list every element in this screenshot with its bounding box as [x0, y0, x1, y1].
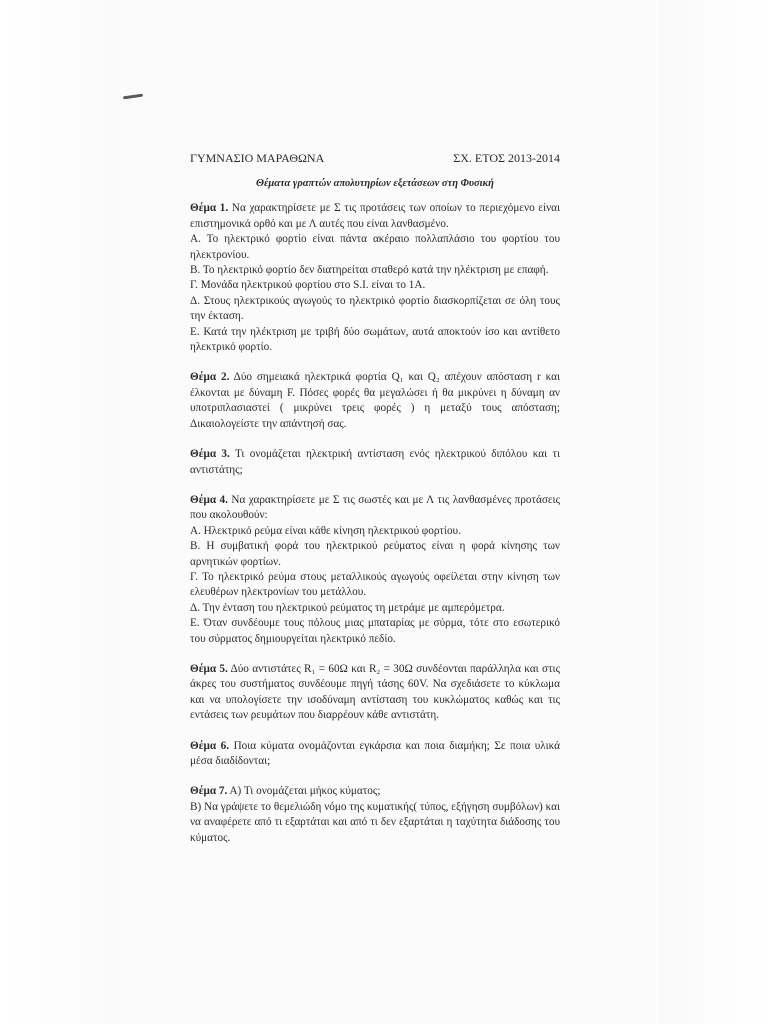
binder-mark — [123, 94, 143, 100]
topic-label: Θέμα 6. — [190, 739, 230, 752]
topic-item: Ε. Κατά την ηλέκτριση με τριβή δύο σωμάτων, αυτά αποκτούν ίσο και αντίθετο ηλεκτρικό φορτίο. — [190, 325, 560, 354]
topic-item: Δ. Στους ηλεκτρικούς αγωγούς το ηλεκτρικό φορτίο διασκορπίζεται σε όλη τους την έκταση. — [190, 294, 560, 323]
topic-item: Γ. Το ηλεκτρικό ρεύμα στους μεταλλικούς αγωγούς οφείλεται στην κίνηση των ελευθέρων ηλεκτρονίων του μετάλλου. — [190, 570, 560, 599]
topic-label: Θέμα 1. — [190, 202, 229, 215]
topic-item: Α. Το ηλεκτρικό φορτίο είναι πάντα ακέραιο πολλαπλάσιο του φορτίου του ηλεκτρονίου. — [190, 233, 560, 261]
topic-item: Δ. Την ένταση του ηλεκτρικού ρεύματος τη μετράμε με αμπερόμετρα. — [190, 601, 505, 614]
topic-label: Θέμα 5. — [190, 662, 228, 675]
topic-label: Θέμα 2. — [190, 371, 230, 384]
topic-item: Β) Να γράψετε το θεμελιώδη νόμο της κυματικής( τύπος, εξήγηση συμβόλων) και να αναφέρετε από τι εξαρτάται και από τι δεν εξαρτάται η ταχύτητα διάδοσης του κύματος. — [190, 800, 560, 844]
topic-question — [190, 493, 560, 524]
topic-item: Β. Το ηλεκτρικό φορτίο δεν διατηρείται σταθερό κατά την ηλέκτριση με επαφή. — [190, 264, 549, 277]
exam-document — [190, 150, 560, 861]
topic-item: Α. Ηλεκτρικό ρεύμα είναι κάθε κίνηση ηλεκτρικού φορτίου. — [190, 524, 461, 537]
topic-question — [190, 447, 560, 478]
topic-text: Τι ονομάζεται ηλεκτρική αντίσταση ενός ηλεκτρικού διπόλου και τι αντιστάτης; — [190, 448, 560, 476]
topic-block — [190, 370, 560, 432]
scan-right-margin — [658, 0, 768, 1024]
topic-question — [190, 739, 560, 770]
topic-label: Θέμα 3. — [190, 448, 230, 461]
topic-question — [190, 370, 560, 432]
topic-item: Ε. Όταν συνδέουμε τους πόλους μιας μπαταρίας με σύρμα, τότε στο εσωτερικό του σύρματος δημιουργείται ηλεκτρικό πεδίο. — [190, 617, 560, 645]
topic-block — [190, 662, 560, 724]
topic-label: Θέμα 7. — [190, 785, 228, 798]
topic-text: Να χαρακτηρίσετε με Σ τις σωστές και με Λ τις λανθασμένες προτάσεις που ακολουθούν: — [190, 493, 560, 522]
topic-item: Β. Η συμβατική φορά του ηλεκτρικού ρεύματος είναι η φορά κίνησης των αρνητικών φορτίων. — [190, 540, 560, 568]
topic-item: Γ. Μονάδα ηλεκτρικού φορτίου στο S.I. είναι το 1A. — [190, 279, 426, 292]
school-name: ΓΥΜΝΑΣΙΟ ΜΑΡΑΘΩΝΑ — [190, 151, 325, 165]
topic-text: Δύο σημειακά ηλεκτρικά φορτία Q₁ και Q₂ απέχουν απόσταση r και έλκονται με δύναμη F. Πόσες φορές θα μεγαλώσει ή θα μικρύνει η δύναμη αν υποτριπλασιαστεί ( μικρύνει τρεις φορές ) η μεταξύ τους απόσταση; Δικαιολογείστε την απάντησή σας. — [190, 371, 560, 430]
exam-title: Θέματα γραπτών απολυτηρίων εξετάσεων στη Φυσική — [256, 178, 494, 189]
topic-label: Θέμα 4. — [190, 493, 228, 506]
topic-question — [190, 784, 560, 799]
topic-text: Ποια κύματα ονομάζονται εγκάρσια και ποια διαμήκη; Σε ποια υλικά μέσα διαδίδονται; — [190, 739, 561, 767]
school-year: ΣΧ. ΕΤΟΣ 2013-2014 — [453, 151, 560, 165]
topic-text: Α) Τι ονομάζεται μήκος κύματος; — [229, 785, 381, 798]
topic-question — [190, 201, 560, 232]
topic-text: Να χαρακτηρίσετε με Σ τις προτάσεις των οποίων το περιεχόμενο είναι επιστημονικά ορθό και με Λ αυτές που είναι λανθασμένο. — [190, 202, 560, 230]
topic-question — [190, 662, 560, 724]
topic-block — [190, 784, 560, 846]
topic-text: Δύο αντιστάτες R₁ = 60Ω και R₂ = 30Ω συνδέονται παράλληλα και στις άκρες του συστήματος συνδέουμε πηγή τάσης 60V. Να σχεδιάσετε το κύκλωμα και να υπολογίσετε την ισοδύναμη αντίσταση του κυκλώματος καθώς και τις εντάσεις των ρευμάτων που διαρρέουν κάθε αντιστάτη. — [190, 662, 561, 722]
topics-list — [190, 201, 560, 846]
document-header — [190, 150, 560, 166]
topic-block — [190, 739, 560, 770]
topic-block — [190, 493, 560, 647]
topic-block — [190, 201, 560, 355]
topic-block — [190, 447, 560, 478]
scan-left-margin — [0, 0, 120, 1024]
